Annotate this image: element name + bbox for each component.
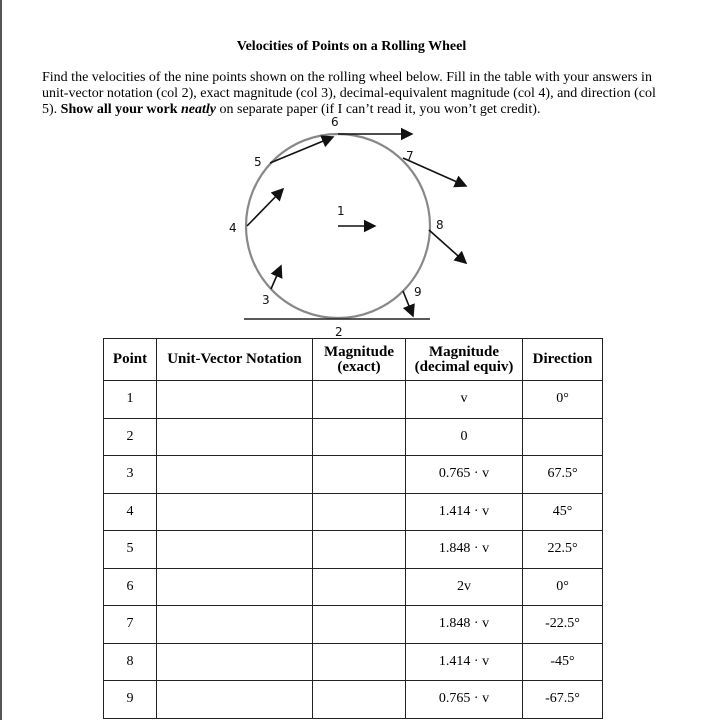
instructions-tail: on separate paper (if I can’t read it, you won’t get credit).	[216, 102, 541, 117]
header-direction: Direction	[523, 339, 603, 381]
direction-cell: -67.5°	[523, 681, 603, 719]
table-row	[104, 418, 603, 456]
point-cell: 2	[104, 418, 157, 456]
magnitude-decimal-cell: 2v	[406, 568, 523, 606]
velocity-table	[103, 338, 603, 719]
label-8: 8	[436, 218, 444, 232]
table-header	[104, 339, 603, 381]
direction-cell: -22.5°	[523, 606, 603, 644]
unit-vector-cell[interactable]	[157, 568, 313, 606]
label-6: 6	[331, 115, 339, 129]
label-4: 4	[229, 221, 237, 235]
unit-vector-cell[interactable]	[157, 643, 313, 681]
unit-vector-cell[interactable]	[157, 381, 313, 419]
magnitude-exact-cell[interactable]	[313, 381, 406, 419]
instructions-text: Find the velocities of the nine points shown on the rolling wheel below. Fill in the table with your answers in unit-vector notation (col 2), exact magnitude (col 3), decimal-equivalent magnitude (col 4), and direction (col 5).	[42, 70, 656, 117]
header-magnitude-exact: Magnitude (exact)	[313, 339, 406, 381]
direction-cell: 0°	[523, 568, 603, 606]
unit-vector-cell[interactable]	[157, 606, 313, 644]
table-row	[104, 643, 603, 681]
unit-vector-cell[interactable]	[157, 456, 313, 494]
velocity-arrow-9	[403, 291, 413, 316]
table-row	[104, 456, 603, 494]
velocity-arrow-3	[271, 266, 281, 289]
magnitude-exact-cell[interactable]	[313, 531, 406, 569]
point-cell: 8	[104, 643, 157, 681]
magnitude-exact-cell[interactable]	[313, 418, 406, 456]
magnitude-decimal-cell: 1.848 · v	[406, 531, 523, 569]
rolling-wheel-diagram	[0, 0, 703, 340]
table-row	[104, 493, 603, 531]
direction-cell: 22.5°	[523, 531, 603, 569]
point-cell: 7	[104, 606, 157, 644]
direction-cell: 0°	[523, 381, 603, 419]
table-row	[104, 606, 603, 644]
table-row	[104, 681, 603, 719]
unit-vector-cell[interactable]	[157, 418, 313, 456]
label-1: 1	[337, 204, 345, 218]
table-row	[104, 531, 603, 569]
unit-vector-cell[interactable]	[157, 531, 313, 569]
label-2: 2	[335, 325, 343, 339]
unit-vector-cell[interactable]	[157, 493, 313, 531]
point-cell: 6	[104, 568, 157, 606]
magnitude-decimal-cell: 0	[406, 418, 523, 456]
point-cell: 9	[104, 681, 157, 719]
direction-cell	[523, 418, 603, 456]
magnitude-exact-cell[interactable]	[313, 568, 406, 606]
velocity-arrow-8	[429, 230, 466, 263]
table-row	[104, 381, 603, 419]
instructions-emphasis: neatly	[181, 102, 216, 117]
magnitude-decimal-cell: v	[406, 381, 523, 419]
point-cell: 5	[104, 531, 157, 569]
label-7: 7	[406, 149, 414, 163]
header-unit-vector: Unit-Vector Notation	[157, 339, 313, 381]
magnitude-exact-cell[interactable]	[313, 681, 406, 719]
magnitude-decimal-cell: 0.765 · v	[406, 681, 523, 719]
table-row	[104, 568, 603, 606]
point-cell: 3	[104, 456, 157, 494]
direction-cell: 45°	[523, 493, 603, 531]
magnitude-decimal-cell: 1.414 · v	[406, 493, 523, 531]
magnitude-exact-cell[interactable]	[313, 493, 406, 531]
direction-cell: -45°	[523, 643, 603, 681]
magnitude-decimal-cell: 1.848 · v	[406, 606, 523, 644]
point-cell: 1	[104, 381, 157, 419]
point-cell: 4	[104, 493, 157, 531]
magnitude-decimal-cell: 0.765 · v	[406, 456, 523, 494]
magnitude-exact-cell[interactable]	[313, 606, 406, 644]
unit-vector-cell[interactable]	[157, 681, 313, 719]
label-5: 5	[254, 155, 262, 169]
direction-cell: 67.5°	[523, 456, 603, 494]
label-9: 9	[414, 285, 422, 299]
header-magnitude-decimal: Magnitude (decimal equiv)	[406, 339, 523, 381]
magnitude-exact-cell[interactable]	[313, 456, 406, 494]
label-3: 3	[262, 293, 270, 307]
magnitude-decimal-cell: 1.414 · v	[406, 643, 523, 681]
instructions-bold: Show all your work	[60, 102, 181, 117]
header-point: Point	[104, 339, 157, 381]
page-title: Velocities of Points on a Rolling Wheel	[236, 39, 467, 54]
magnitude-exact-cell[interactable]	[313, 643, 406, 681]
